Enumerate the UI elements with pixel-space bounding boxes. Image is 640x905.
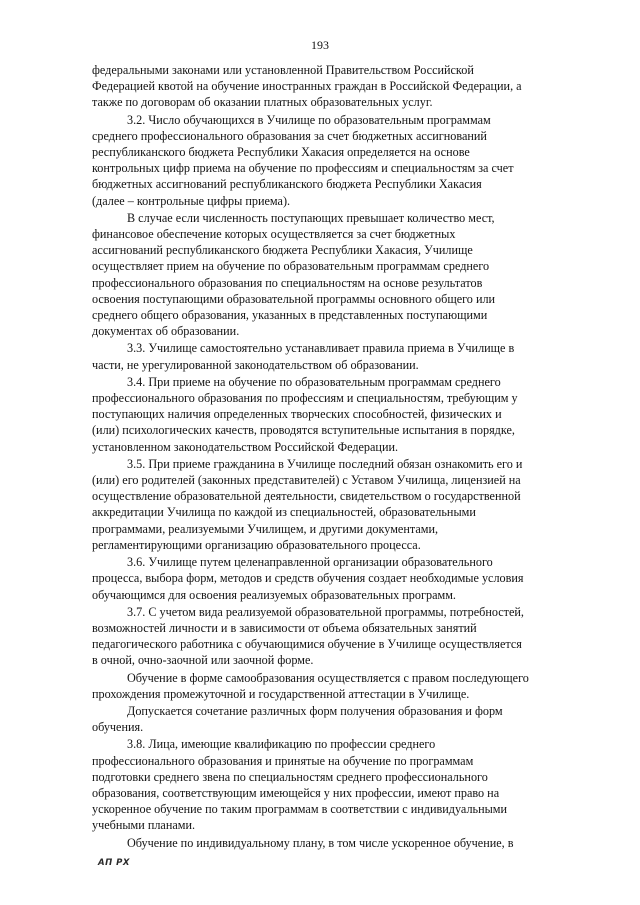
document-body (92, 62, 590, 852)
paragraph-continuation: федеральными законами или установленной Правительством Российской Федерацией квотой на обучение иностранных граждан в Российской Федерации, а также по договорам об оказании платных образовательных услуг. (92, 63, 522, 110)
footer-stamp-mark: АП РХ (98, 858, 130, 868)
paragraph-3-3: 3.3. Училище самостоятельно устанавливает правила приема в Училище в части, не урегулированной законодательством об образовании. (92, 341, 515, 372)
paragraph-3-5: 3.5. При приеме гражданина в Училище последний обязан ознакомить его и (или) его родителей (законных представителей) с Уставом Училища, лицензией на осуществление образовательной деятельности, свидетельством о государственной аккредитации Училища по каждой из специальностей, образовательными программами, реализуемыми Училищем, и другими документами, регламентирующими организацию образовательного процесса. (92, 456, 523, 552)
paragraph-3-7: 3.7. С учетом вида реализуемой образовательной программы, потребностей, возможностей личности и в зависимости от объема обязательных занятий педагогического работника с обучающимися обучение в Училище осуществляется в очной, очно-заочной или заочной форме. (92, 604, 524, 668)
paragraph-3-8: 3.8. Лица, имеющие квалификацию по профессии среднего профессионального образования и принятые на обучение по программам подготовки среднего звена по специальностям среднего профессионального образования, соответствующим имеющейся у них профессии, имеют право на ускоренное обучение по таким программам в соответствии с индивидуальными учебными планами. (92, 737, 508, 833)
page-number: 193 (311, 38, 329, 52)
paragraph-individual-plan: Обучение по индивидуальному плану, в том числе ускоренное обучение, в (127, 835, 514, 850)
paragraph-self-education: Обучение в форме самообразования осуществляется с правом последующего прохождения промежуточной и государственной аттестации в Училище. (92, 670, 529, 701)
paragraph-3-4: 3.4. При приеме на обучение по образовательным программам среднего профессионального образования по профессиям и специальностям, требующим у поступающих наличия определенных творческих способностей, физических и (или) психологических качеств, проводятся вступительные испытания в порядке, установленном законодательством Российской Федерации. (92, 374, 518, 454)
paragraph-3-2-admission-competition: В случае если численность поступающих превышает количество мест, финансовое обеспечение которых осуществляется за счет бюджетных ассигнований республиканского бюджета Республики Хакасия, Училище осуществляет прием на обучение по образовательным программам среднего профессионального образования по специальностям на основе результатов освоения поступающими образовательной программы основного общего или среднего общего образования, указанных в представленных поступающими документах об образовании. (92, 210, 496, 339)
paragraph-combined-forms: Допускается сочетание различных форм получения образования и форм обучения. (92, 703, 503, 735)
paragraph-3-6: 3.6. Училище путем целенаправленной организации образовательного процесса, выбора форм, методов и средств обучения создает необходимые условия обучающимся для освоения реализуемых образовательных программ. (92, 555, 524, 602)
paragraph-3-2: 3.2. Число обучающихся в Училище по образовательным программам среднего профессионального образования за счет бюджетных ассигнований республиканского бюджета Республики Хакасия определяется на основе контрольных цифр приема на обучение по профессиям и специальностям за счет бюджетных ассигнований республиканского бюджета Республики Хакасия (далее – контрольные цифры приема). (92, 112, 514, 208)
